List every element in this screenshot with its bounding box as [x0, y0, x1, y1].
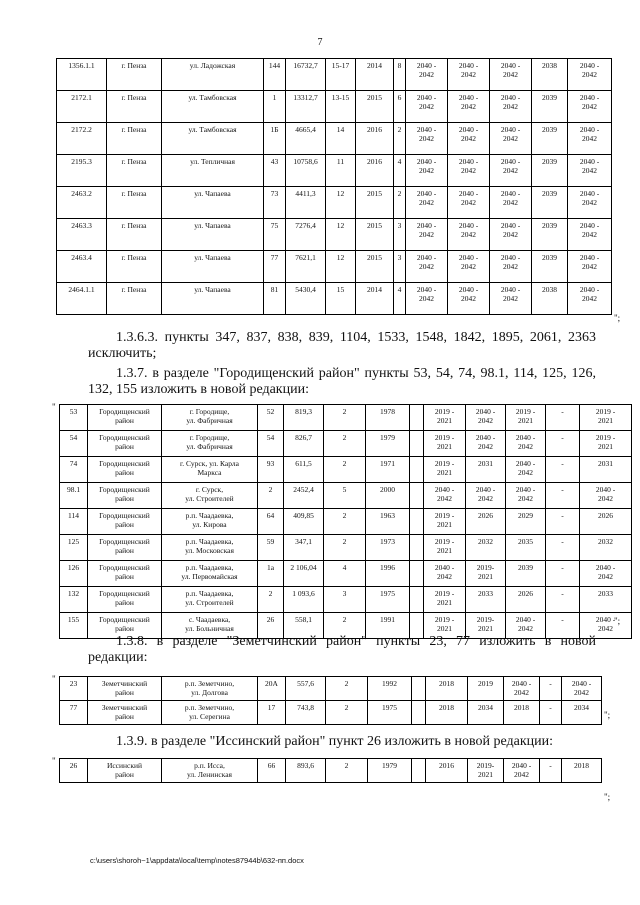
table-cell: 2463.2	[57, 187, 107, 219]
table-cell: 4665,4	[286, 123, 326, 155]
table-cell: 557,6	[286, 677, 326, 701]
table4-end-quote: ";	[604, 792, 611, 802]
table-cell: -	[546, 509, 580, 535]
table-cell: 2040 - 2042	[568, 123, 612, 155]
table-cell: 2016	[356, 155, 394, 187]
table-row	[60, 535, 632, 561]
paragraph-1-3-7: 1.3.7. в разделе "Городищенский район" пункты 53, 54, 74, 98.1, 114, 125, 126, 132, 155 изложить в новой редакции:	[88, 366, 596, 397]
table-cell	[410, 535, 424, 561]
table-cell: ул. Тепличная	[162, 155, 264, 187]
paragraph-1-3-9: 1.3.9. в разделе "Иссинский район" пункт 26 изложить в новой редакции:	[116, 734, 553, 749]
table-cell: р.п. Чаадаевка, ул. Кирова	[162, 509, 258, 535]
table-cell: 4	[324, 561, 366, 587]
table-cell: -	[546, 613, 580, 639]
table-cell: Городищенский район	[88, 483, 162, 509]
table-cell: г. Городище, ул. Фабричная	[162, 405, 258, 431]
table-cell: ул. Чапаева	[162, 219, 264, 251]
table-cell: 59	[258, 535, 284, 561]
table-row	[60, 509, 632, 535]
table-cell: 2195.3	[57, 155, 107, 187]
table-cell: 16732,7	[286, 59, 326, 91]
table-cell: 3	[394, 251, 406, 283]
table-cell: 826,7	[284, 431, 324, 457]
table-cell: 2040 - 2042	[506, 613, 546, 639]
table-cell: 93	[258, 457, 284, 483]
table-cell: 73	[264, 187, 286, 219]
table-cell: 558,1	[284, 613, 324, 639]
table-cell: 2033	[580, 587, 632, 613]
table-cell: 64	[258, 509, 284, 535]
table-cell: 1а	[258, 561, 284, 587]
table-cell: 1979	[368, 759, 412, 783]
table-cell: 2040 - 2042	[490, 155, 532, 187]
table-cell: 2 106,04	[284, 561, 324, 587]
table-cell: 2000	[366, 483, 410, 509]
table-cell: 2	[394, 187, 406, 219]
table-cell: 2040 - 2042	[490, 219, 532, 251]
table-cell: 2	[258, 483, 284, 509]
table-cell: 2016	[356, 123, 394, 155]
table-cell: Городищенский район	[88, 509, 162, 535]
table-cell: 3	[394, 219, 406, 251]
table-cell: 1996	[366, 561, 410, 587]
table-penza	[56, 58, 612, 315]
table-cell: 2040 - 2042	[490, 91, 532, 123]
table-cell: 2018	[426, 677, 468, 701]
table-cell: 2040 - 2042	[490, 251, 532, 283]
table-cell: 1	[264, 91, 286, 123]
table-cell	[410, 405, 424, 431]
table-cell: 1356.1.1	[57, 59, 107, 91]
table-cell: 2172.1	[57, 91, 107, 123]
table-cell: 743,8	[286, 701, 326, 725]
table-cell: -	[546, 457, 580, 483]
table-cell: 2018	[426, 701, 468, 725]
table-cell: 2040 - 2042	[466, 483, 506, 509]
table-issinsky	[59, 758, 602, 783]
table-cell: 2040 - 2042	[406, 155, 448, 187]
table-cell: 2	[324, 457, 366, 483]
table-cell: 2	[394, 123, 406, 155]
table-cell: 2018	[562, 759, 602, 783]
table-cell: 2040 - 2042	[568, 155, 612, 187]
table-cell: 132	[60, 587, 88, 613]
table-cell: ул. Чапаева	[162, 251, 264, 283]
table-cell: 2040 - 2042	[466, 431, 506, 457]
table3-start-quote: "	[52, 674, 56, 684]
table-cell: р.п. Чаадаевка, ул. Московская	[162, 535, 258, 561]
table-cell: 26	[60, 759, 88, 783]
table-cell: -	[540, 701, 562, 725]
table-cell: 2040 - 2042	[568, 187, 612, 219]
table-cell: 114	[60, 509, 88, 535]
table-cell: -	[546, 405, 580, 431]
table-cell: 2029	[506, 509, 546, 535]
table-cell: 2040 - 2042	[568, 251, 612, 283]
table-cell: ул. Чапаева	[162, 283, 264, 315]
table-cell: 144	[264, 59, 286, 91]
table-cell: 12	[326, 219, 356, 251]
table-cell: 2040 - 2042	[406, 187, 448, 219]
table-cell: Городищенский район	[88, 405, 162, 431]
table-cell: 2040 - 2042	[406, 59, 448, 91]
table-cell: 126	[60, 561, 88, 587]
table-cell: 2026	[580, 509, 632, 535]
table-cell: 2040 - 2042	[568, 91, 612, 123]
table-cell: -	[546, 561, 580, 587]
table-cell: 2039	[532, 187, 568, 219]
table-cell	[410, 431, 424, 457]
paragraph-1-3-8: 1.3.8. в разделе "Земетчинский район" пункты 23, 77 изложить в новой редакции:	[88, 634, 596, 665]
table-cell: 2	[324, 431, 366, 457]
table-cell: 2019	[468, 677, 504, 701]
table-cell: 2016	[426, 759, 468, 783]
table-cell: 5	[324, 483, 366, 509]
table-cell: 409,85	[284, 509, 324, 535]
table-cell: 3	[324, 587, 366, 613]
table-cell: 2019 - 2021	[506, 405, 546, 431]
table-cell: 2038	[532, 283, 568, 315]
table-cell: 1979	[366, 431, 410, 457]
table-cell: 2040 - 2042	[406, 251, 448, 283]
table-cell: 5430,4	[286, 283, 326, 315]
table-cell: 2040 - 2042	[580, 483, 632, 509]
table-cell: 75	[264, 219, 286, 251]
table-cell: 81	[264, 283, 286, 315]
table-cell: 2031	[580, 457, 632, 483]
table-cell: 13-15	[326, 91, 356, 123]
table-cell: 2040 - 2042	[406, 123, 448, 155]
table-cell: 6	[394, 91, 406, 123]
table-cell: 54	[60, 431, 88, 457]
table-cell: 2464.1.1	[57, 283, 107, 315]
table-cell: 54	[258, 431, 284, 457]
table2-end-quote: ";	[614, 616, 621, 626]
table-cell: Городищенский район	[88, 561, 162, 587]
table-cell: 2034	[562, 701, 602, 725]
table-cell: 2019 - 2021	[424, 613, 466, 639]
table-zemetchinsky	[59, 676, 602, 725]
table-cell: 2040 - 2042	[506, 483, 546, 509]
table-cell: г. Пенза	[107, 123, 162, 155]
table-cell: 2019 - 2021	[424, 457, 466, 483]
table-cell: 7621,1	[286, 251, 326, 283]
table-cell: 14	[326, 123, 356, 155]
table-cell: 2035	[506, 535, 546, 561]
table-cell: 2040 - 2042	[490, 59, 532, 91]
table-cell: 125	[60, 535, 88, 561]
table-cell: Городищенский район	[88, 613, 162, 639]
table-cell: г. Пенза	[107, 155, 162, 187]
table-cell: 2040 - 2042	[568, 59, 612, 91]
table-cell: -	[546, 431, 580, 457]
table-cell: г. Сурск, ул. Карла Маркса	[162, 457, 258, 483]
table-cell: 1992	[368, 677, 412, 701]
table-cell: г. Сурск, ул. Строителей	[162, 483, 258, 509]
table-cell: р.п. Чаадаевка, ул. Первомайская	[162, 561, 258, 587]
table-cell: Иссинский район	[88, 759, 162, 783]
table-cell: 7276,4	[286, 219, 326, 251]
table-cell: 77	[264, 251, 286, 283]
table-cell: 2039	[532, 219, 568, 251]
table-cell: 2040 - 2042	[406, 91, 448, 123]
table-cell: 2	[324, 509, 366, 535]
table-cell: 26	[258, 613, 284, 639]
table-cell: 2026	[506, 587, 546, 613]
table-cell: 2040 - 2042	[506, 431, 546, 457]
table-cell: 1975	[368, 701, 412, 725]
table-cell: 10758,6	[286, 155, 326, 187]
table-cell: 2040 - 2042	[406, 283, 448, 315]
table-cell: 2040 - 2042	[490, 187, 532, 219]
table-cell: г. Пенза	[107, 91, 162, 123]
table-row	[60, 405, 632, 431]
table-cell: -	[540, 677, 562, 701]
table-cell: 2018	[504, 701, 540, 725]
table-row	[60, 587, 632, 613]
table-cell: 77	[60, 701, 88, 725]
table-cell: 2	[324, 535, 366, 561]
table-cell: 2040 - 2042	[580, 561, 632, 587]
table-cell: 1971	[366, 457, 410, 483]
table-cell: р.п. Земетчино, ул. Серегина	[162, 701, 258, 725]
table-cell: 1975	[366, 587, 410, 613]
table-cell: 2019 - 2021	[424, 535, 466, 561]
table-cell: 2019- 2021	[466, 613, 506, 639]
table-cell: 52	[258, 405, 284, 431]
table-cell: 4	[394, 155, 406, 187]
table-cell: Земетчинский район	[88, 677, 162, 701]
table-cell: 2040 - 2042	[504, 759, 540, 783]
table-cell: 611,5	[284, 457, 324, 483]
table-cell: 2	[326, 677, 368, 701]
table-cell: 2026	[466, 509, 506, 535]
table-cell: -	[546, 483, 580, 509]
table-cell: г. Пенза	[107, 219, 162, 251]
table-cell	[410, 483, 424, 509]
table-cell: ул. Тамбовская	[162, 123, 264, 155]
table-cell: 2040 - 2042	[448, 155, 490, 187]
table-cell: 2452,4	[284, 483, 324, 509]
table-cell	[412, 677, 426, 701]
table-cell: 2040 - 2042	[568, 283, 612, 315]
table-cell: 2040 - 2042	[568, 219, 612, 251]
table-cell: 2040 - 2042	[448, 59, 490, 91]
table-row	[57, 123, 612, 155]
table-cell: 2	[326, 759, 368, 783]
table-cell: г. Пенза	[107, 251, 162, 283]
table-cell: 2463.4	[57, 251, 107, 283]
table-cell: 20А	[258, 677, 286, 701]
table-cell: 819,3	[284, 405, 324, 431]
table-cell: 1963	[366, 509, 410, 535]
table-cell: 2019 - 2021	[424, 405, 466, 431]
table-cell: 2040 - 2042	[448, 123, 490, 155]
table-cell: 2039	[532, 91, 568, 123]
table-cell: 2031	[466, 457, 506, 483]
table-cell: 2014	[356, 283, 394, 315]
table-cell: Городищенский район	[88, 431, 162, 457]
table-cell: 2039	[532, 251, 568, 283]
table-row	[57, 91, 612, 123]
table-row	[60, 701, 602, 725]
table-cell: 2040 - 2042	[490, 283, 532, 315]
table-cell: 1973	[366, 535, 410, 561]
table-cell: 2040 - 2042	[424, 483, 466, 509]
table-cell: -	[546, 587, 580, 613]
table-cell: 1 093,6	[284, 587, 324, 613]
table-cell: 2040 - 2042	[406, 219, 448, 251]
table-cell: Городищенский район	[88, 587, 162, 613]
table-cell: 2040 - 2042	[580, 613, 632, 639]
table-cell: 2019- 2021	[468, 759, 504, 783]
table-row	[57, 59, 612, 91]
table-cell: 2019 - 2021	[580, 431, 632, 457]
table-cell: 347,1	[284, 535, 324, 561]
table-cell: 2040 - 2042	[562, 677, 602, 701]
table-cell: ул. Чапаева	[162, 187, 264, 219]
table-cell: 1Б	[264, 123, 286, 155]
table-cell: 2019 - 2021	[424, 509, 466, 535]
table-cell: 2015	[356, 91, 394, 123]
table-cell: 2040 - 2042	[448, 251, 490, 283]
table-cell: ул. Тамбовская	[162, 91, 264, 123]
table-cell	[410, 561, 424, 587]
table-cell: 2040 - 2042	[506, 457, 546, 483]
table-cell: 2040 - 2042	[504, 677, 540, 701]
table-gorodishchensky	[59, 404, 632, 639]
table-cell: р.п. Исса, ул. Ленинская	[162, 759, 258, 783]
table-row	[60, 561, 632, 587]
table-cell: 2463.3	[57, 219, 107, 251]
table-cell: 11	[326, 155, 356, 187]
table-cell: 2019 - 2021	[424, 431, 466, 457]
table-row	[57, 251, 612, 283]
table-cell: 2039	[506, 561, 546, 587]
table-cell: 23	[60, 677, 88, 701]
table-cell: 4411,3	[286, 187, 326, 219]
page-number: 7	[317, 37, 323, 48]
table-cell: 2014	[356, 59, 394, 91]
table-cell: 2015	[356, 219, 394, 251]
table-cell: 17	[258, 701, 286, 725]
table-cell	[412, 759, 426, 783]
table-cell: р.п. Чаадаевка, ул. Строителей	[162, 587, 258, 613]
table-cell: 893,6	[286, 759, 326, 783]
table-cell: 43	[264, 155, 286, 187]
table-cell: 2019 - 2021	[580, 405, 632, 431]
table-cell: 2015	[356, 251, 394, 283]
table-cell	[410, 587, 424, 613]
table-cell: г. Пенза	[107, 187, 162, 219]
table-cell: -	[546, 535, 580, 561]
table-cell: 4	[394, 283, 406, 315]
table-cell	[410, 457, 424, 483]
table-cell: 2038	[532, 59, 568, 91]
table-cell: 1978	[366, 405, 410, 431]
table-cell: 12	[326, 251, 356, 283]
table-cell: 2032	[466, 535, 506, 561]
table2-start-quote: "	[52, 402, 56, 412]
table-cell: 2039	[532, 155, 568, 187]
table-row	[57, 187, 612, 219]
paragraph-1-3-6-3: 1.3.6.3. пункты 347, 837, 838, 839, 1104, 1533, 1548, 1842, 1895, 2061, 2363 исключить;	[88, 330, 596, 361]
table-cell: 74	[60, 457, 88, 483]
table-cell: 1991	[366, 613, 410, 639]
table-cell: 2	[258, 587, 284, 613]
table-cell: 12	[326, 187, 356, 219]
table-cell: 2040 - 2042	[424, 561, 466, 587]
table-cell: 2039	[532, 123, 568, 155]
table-cell: 53	[60, 405, 88, 431]
table-cell	[412, 701, 426, 725]
table-row	[57, 283, 612, 315]
table-cell: 2034	[468, 701, 504, 725]
table-cell: 2015	[356, 187, 394, 219]
table-row	[57, 155, 612, 187]
table-cell: 2040 - 2042	[448, 187, 490, 219]
table-cell: 13312,7	[286, 91, 326, 123]
table-cell: 2040 - 2042	[466, 405, 506, 431]
table-row	[60, 759, 602, 783]
table-cell: Городищенский район	[88, 457, 162, 483]
table-row	[60, 677, 602, 701]
table-cell: 155	[60, 613, 88, 639]
table-cell: г. Пенза	[107, 59, 162, 91]
table-cell: 2040 - 2042	[448, 283, 490, 315]
table-cell: 2	[324, 613, 366, 639]
table-cell: 98.1	[60, 483, 88, 509]
table-cell: с. Чаадаевка, ул. Больничная	[162, 613, 258, 639]
table-cell	[410, 509, 424, 535]
table-cell: 2172.2	[57, 123, 107, 155]
table-cell: Городищенский район	[88, 535, 162, 561]
table-cell: р.п. Земетчино, ул. Долгова	[162, 677, 258, 701]
table-cell: 2040 - 2042	[490, 123, 532, 155]
table-cell: 15	[326, 283, 356, 315]
table4-start-quote: "	[52, 756, 56, 766]
table-cell: 2019 - 2021	[424, 587, 466, 613]
table-cell: 2	[326, 701, 368, 725]
table3-end-quote: ";	[604, 710, 611, 720]
table-cell: ул. Ладожская	[162, 59, 264, 91]
table-cell: 2032	[580, 535, 632, 561]
table-row	[57, 219, 612, 251]
table-cell: 8	[394, 59, 406, 91]
table-cell: 2040 - 2042	[448, 219, 490, 251]
table-cell: 66	[258, 759, 286, 783]
table-cell: 15-17	[326, 59, 356, 91]
table1-end-quote: ";	[614, 313, 621, 323]
table-row	[60, 457, 632, 483]
table-cell: -	[540, 759, 562, 783]
table-cell: 2	[324, 405, 366, 431]
table-row	[60, 431, 632, 457]
table-row	[60, 483, 632, 509]
table-cell: г. Городище, ул. Фабричная	[162, 431, 258, 457]
table-cell: 2033	[466, 587, 506, 613]
table-cell: 2019- 2021	[466, 561, 506, 587]
table-cell: г. Пенза	[107, 283, 162, 315]
footer-file-path: c:\users\shoroh~1\appdata\local\temp\notes87944b\632-пп.docx	[90, 856, 304, 865]
table-cell: Земетчинский район	[88, 701, 162, 725]
table-cell: 2040 - 2042	[448, 91, 490, 123]
